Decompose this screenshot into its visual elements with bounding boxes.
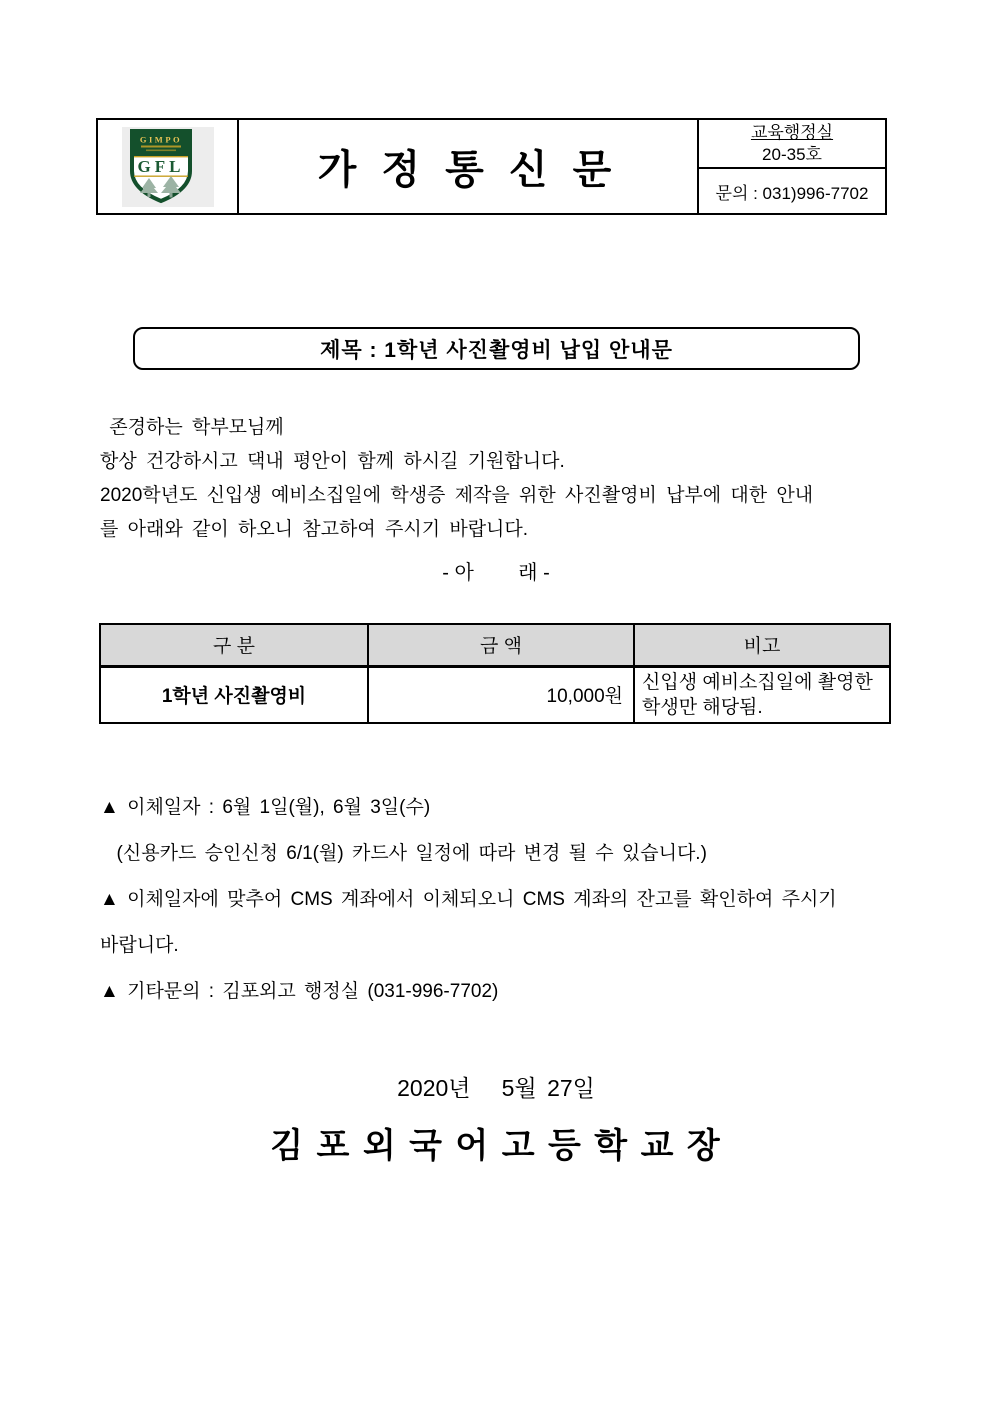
notice-transfer-dates: ▲ 이체일자 : 6월 1일(월), 6월 3일(수): [100, 797, 431, 818]
notice-list: [100, 785, 900, 1015]
below-marker: - 아 래 -: [442, 562, 550, 584]
masthead-title: 가 정 통 신 문: [239, 120, 699, 213]
greeting-line: 항상 건강하시고 댁내 평안이 함께 하시길 기원합니다.: [100, 451, 565, 472]
office-doc-number-cell: [699, 120, 885, 169]
doc-number: 20-35호: [762, 144, 822, 164]
greeting-line: 존경하는 학부모님께: [100, 417, 284, 438]
document-header: [96, 118, 887, 215]
subject-box: [133, 327, 860, 370]
school-crest-icon: [122, 127, 214, 207]
logo-school-name: GIMPO: [139, 134, 182, 144]
greeting-line: 2020학년도 신입생 예비소집일에 학생증 제작을 위한 사진촬영비 납부에 대한 안내: [100, 485, 814, 506]
fee-amount: 10,000원: [368, 666, 634, 723]
fee-table-header-row: [100, 624, 890, 666]
subject-text: 제목 : 1학년 사진촬영비 납입 안내문: [320, 338, 673, 362]
fee-table: [99, 623, 891, 724]
issue-date: 2020년 5월 27일: [397, 1075, 595, 1101]
fee-table-header-category: 구 분: [100, 624, 368, 666]
fee-note: 신입생 예비소집일에 촬영한 학생만 해당됨.: [634, 666, 890, 723]
notice-cms-balance: ▲ 이체일자에 맞추어 CMS 계좌에서 이체되오니 CMS 계좌의 잔고를 확인하여 주시기: [100, 889, 837, 910]
principal-signature: 김 포 외 국 어 고 등 학 교 장: [270, 1127, 722, 1165]
header-right-column: [699, 120, 885, 213]
greeting-body: [100, 411, 894, 547]
contact-phone: 문의 : 031)996-7702: [715, 183, 869, 203]
fee-table-header-note: 비고: [634, 624, 890, 666]
logo-initials: GFL: [137, 156, 184, 176]
fee-category: 1학년 사진촬영비: [100, 666, 368, 723]
office-name: 교육행정실: [750, 122, 834, 142]
notice-card-schedule: (신용카드 승인신청 6/1(월) 카드사 일정에 따라 변경 될 수 있습니다.): [100, 843, 707, 864]
greeting-line: 를 아래와 같이 하오니 참고하여 주시기 바랍니다.: [100, 519, 529, 540]
notice-cms-balance-cont: 바랍니다.: [100, 935, 179, 956]
school-logo-cell: [98, 120, 239, 213]
notice-other-inquiries: ▲ 기타문의 : 김포외고 행정실 (031-996-7702): [100, 981, 499, 1002]
fee-table-row: [100, 666, 890, 723]
fee-table-header-amount: 금 액: [368, 624, 634, 666]
